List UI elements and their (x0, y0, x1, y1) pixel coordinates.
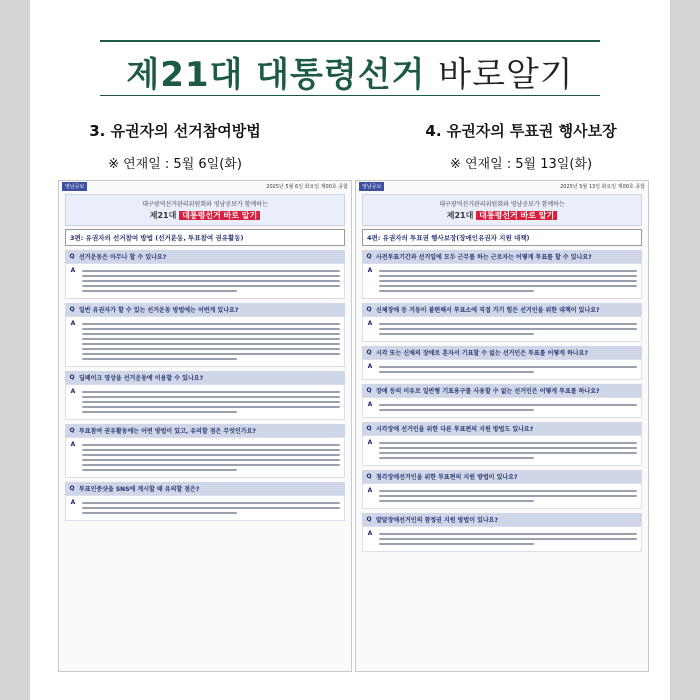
text-line (379, 452, 637, 454)
question-marker: Q (366, 253, 372, 260)
text-line (82, 348, 340, 350)
text-line (379, 270, 637, 272)
banner-prefix: 제21대 (149, 211, 177, 220)
title-bottom-rule (100, 95, 600, 96)
text-line (379, 457, 534, 459)
answer-marker: A (367, 439, 373, 446)
answer-block (362, 263, 642, 299)
text-line (82, 502, 340, 504)
question-text: 선거운동은 아무나 할 수 있나요? (79, 254, 167, 261)
text-line (379, 442, 637, 444)
text-line (379, 366, 637, 368)
text-line (379, 500, 534, 502)
text-line (379, 275, 637, 277)
answer-text-lines (377, 360, 641, 379)
question-marker: Q (366, 516, 372, 523)
text-line (379, 538, 637, 540)
text-line (82, 449, 340, 451)
text-line (379, 490, 637, 492)
question-row (362, 384, 642, 397)
question-row (362, 422, 642, 435)
doc-tag: 영남공보 (359, 182, 384, 191)
text-line (82, 358, 237, 360)
question-row (362, 346, 642, 359)
doc-date: 2025년 5월 13일 화요일 제00호 종합 (560, 184, 645, 190)
column-header-left (10, 120, 340, 172)
text-line (82, 323, 340, 325)
question-marker: Q (69, 253, 75, 260)
answer-block (65, 495, 345, 521)
question-text: 신체장애 등 거동이 불편해서 투표소에 직접 가기 힘든 선거인을 위한 대책이 있나요? (376, 307, 600, 314)
title-rest: 바로알기 (438, 55, 574, 95)
banner-highlight: 대통령선거 바로 알기 (476, 211, 557, 220)
text-line (82, 285, 340, 287)
text-line (379, 495, 637, 497)
question-marker: Q (69, 485, 75, 492)
newspaper-clipping-right (355, 180, 649, 672)
question-text: 딥페이크 영상을 선거운동에 이용할 수 있나요? (79, 375, 204, 382)
answer-text-lines (80, 264, 344, 298)
answer-block (65, 384, 345, 420)
title-accent: 제21대 대통령선거 (126, 55, 426, 95)
question-marker: Q (366, 349, 372, 356)
answer-marker: A (367, 320, 373, 327)
answer-block (362, 397, 642, 418)
banner-subtitle (66, 210, 344, 221)
answer-block (65, 437, 345, 478)
text-line (379, 280, 637, 282)
column-date: ※ 연재일 : 5월 13일(화) (449, 157, 593, 172)
answer-marker: A (70, 320, 76, 327)
answer-text-lines (80, 317, 344, 366)
column-header-right (356, 120, 686, 172)
banner-highlight: 대통령선거 바로 알기 (179, 211, 260, 220)
column-date: ※ 연재일 : 5월 6일(화) (108, 157, 242, 172)
text-line (82, 275, 340, 277)
text-line (379, 409, 534, 411)
answer-marker: A (367, 401, 373, 408)
text-line (82, 333, 340, 335)
text-line (379, 285, 637, 287)
doc-date: 2025년 5월 6일 화요일 제00호 종합 (266, 184, 348, 190)
doc-topbar (59, 181, 351, 192)
question-row (362, 470, 642, 483)
answer-block (362, 526, 642, 552)
text-line (82, 270, 340, 272)
text-line (82, 406, 340, 408)
text-line (82, 396, 340, 398)
doc-topbar (356, 181, 648, 192)
answer-text-lines (377, 527, 641, 551)
answer-block (65, 263, 345, 299)
text-line (82, 280, 340, 282)
text-line (82, 411, 237, 413)
text-line (82, 469, 237, 471)
answer-text-lines (80, 496, 344, 520)
text-line (82, 338, 340, 340)
question-row (65, 250, 345, 263)
doc-banner (362, 194, 642, 226)
doc-section-title: 4편: 유권자의 투표권 행사보장(장애인유권자 지원 대책) (362, 229, 642, 246)
question-text: 사전투표기간과 선거일에 모두 근무를 하는 근로자는 어떻게 투표를 할 수 있나요? (376, 254, 592, 261)
banner-prefix: 제21대 (446, 211, 474, 220)
text-line (379, 533, 637, 535)
text-line (82, 401, 340, 403)
text-line (82, 353, 340, 355)
title-top-rule (100, 40, 600, 42)
text-line (379, 447, 637, 449)
text-line (82, 464, 340, 466)
answer-text-lines (80, 438, 344, 477)
text-line (82, 459, 340, 461)
question-marker: Q (366, 473, 372, 480)
text-line (82, 454, 340, 456)
answer-marker: A (367, 363, 373, 370)
banner-subtitle (363, 210, 641, 221)
answer-marker: A (70, 441, 76, 448)
text-line (379, 333, 534, 335)
question-marker: Q (366, 306, 372, 313)
answer-marker: A (367, 530, 373, 537)
text-line (379, 328, 637, 330)
answer-block (362, 483, 642, 509)
answer-text-lines (377, 398, 641, 417)
question-marker: Q (69, 306, 75, 313)
text-line (82, 391, 340, 393)
banner-top: 대구광역선거관리위원회와 영남공보가 함께하는 (439, 201, 565, 208)
text-line (379, 543, 534, 545)
question-text: 투표참여 권유활동에는 어떤 방법이 있고, 유의할 점은 무엇인가요? (79, 428, 256, 435)
question-row (65, 303, 345, 316)
answer-text-lines (377, 484, 641, 508)
question-marker: Q (69, 427, 75, 434)
text-line (82, 507, 340, 509)
answer-block (362, 435, 642, 466)
text-line (379, 404, 637, 406)
answer-marker: A (367, 267, 373, 274)
doc-banner (65, 194, 345, 226)
question-row (65, 424, 345, 437)
page-title (0, 47, 700, 96)
column-heading: 3. 유권자의 선거참여방법 (89, 122, 261, 140)
question-text: 시각장애 선거인을 위한 다른 투표편의 지원 방법도 있나요? (376, 426, 534, 433)
answer-text-lines (377, 317, 641, 341)
question-row (65, 482, 345, 495)
text-line (82, 444, 340, 446)
column-heading: 4. 유권자의 투표권 행사보장 (425, 122, 617, 140)
answer-marker: A (70, 388, 76, 395)
question-marker: Q (366, 425, 372, 432)
banner-top: 대구광역선거관리위원회와 영남공보가 함께하는 (142, 201, 268, 208)
question-row (65, 371, 345, 384)
question-text: 청각장애선거인을 위한 투표편의 지원 방법이 있나요? (376, 474, 518, 481)
text-line (379, 371, 534, 373)
answer-marker: A (70, 499, 76, 506)
answer-marker: A (70, 267, 76, 274)
question-row (362, 250, 642, 263)
answer-text-lines (377, 436, 641, 465)
question-marker: Q (366, 387, 372, 394)
doc-section-title: 3편: 유권자의 선거참여 방법 (선거운동, 투표참여 권유활동) (65, 229, 345, 246)
question-marker: Q (69, 374, 75, 381)
answer-block (65, 316, 345, 367)
newspaper-clipping-left (58, 180, 352, 672)
text-line (82, 512, 237, 514)
question-row (362, 513, 642, 526)
answer-marker: A (367, 487, 373, 494)
text-line (82, 328, 340, 330)
question-text: 발달장애선거인의 참정권 지원 방법이 있나요? (376, 517, 498, 524)
answer-block (362, 359, 642, 380)
answer-text-lines (80, 385, 344, 419)
answer-text-lines (377, 264, 641, 298)
answer-block (362, 316, 642, 342)
text-line (379, 323, 637, 325)
question-text: 투표인증샷을 SNS에 게시할 때 유의할 점은? (79, 486, 200, 493)
question-text: 일반 유권자가 할 수 있는 선거운동 방법에는 어떤게 있나요? (79, 307, 239, 314)
doc-tag: 영남공보 (62, 182, 87, 191)
question-text: 장애 등의 이유로 일반형 기표용구를 사용할 수 없는 선거인은 어떻게 투표를 하나요? (376, 388, 600, 395)
text-line (82, 290, 237, 292)
text-line (82, 343, 340, 345)
text-line (379, 290, 534, 292)
question-text: 시각 또는 신체의 장애로 혼자서 기표할 수 없는 선거인은 투표를 어떻게 하나요? (376, 350, 588, 357)
question-row (362, 303, 642, 316)
